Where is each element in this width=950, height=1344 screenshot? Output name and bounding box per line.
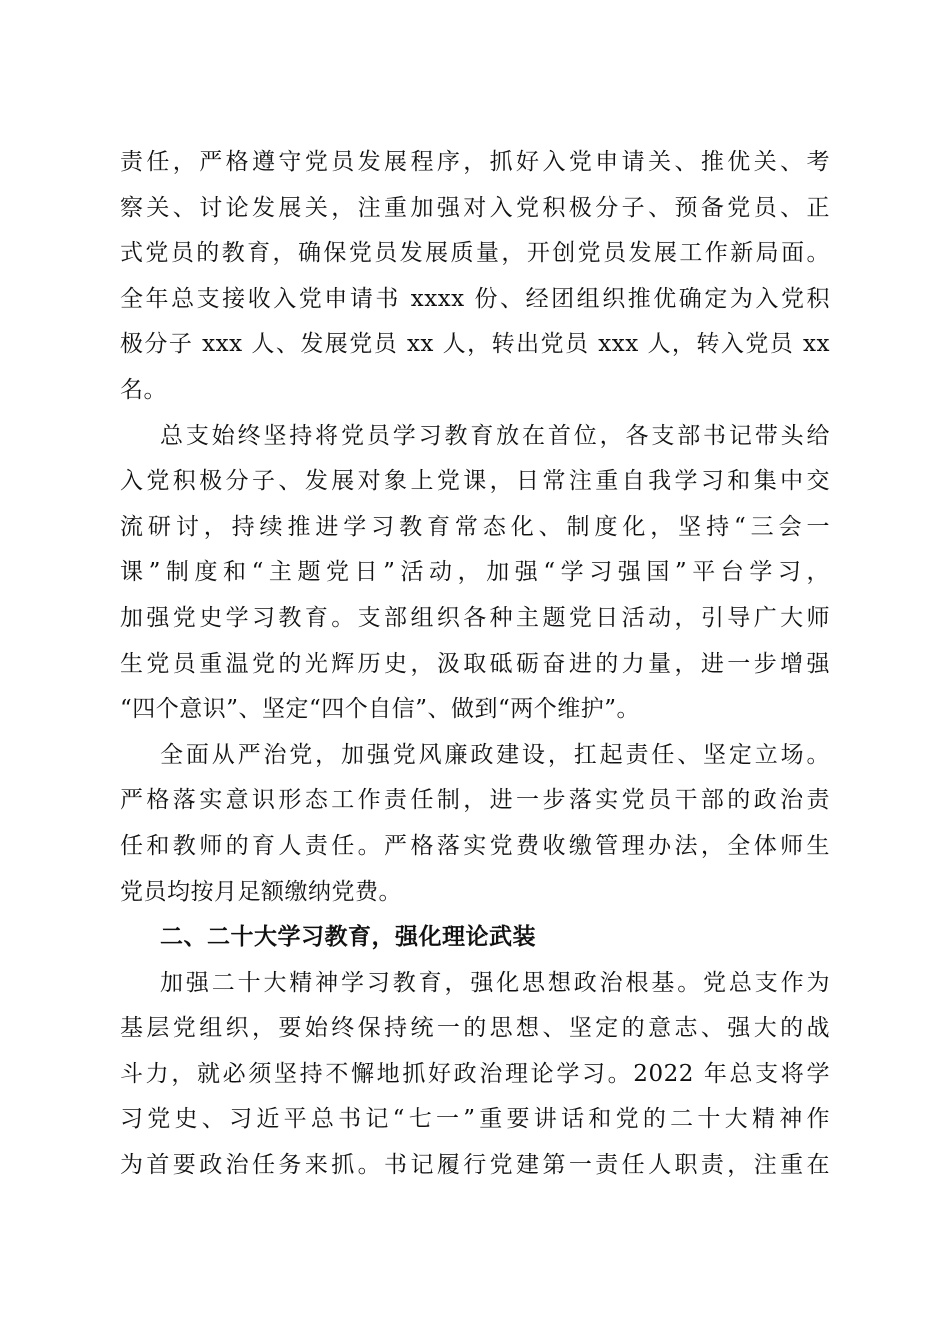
text-line: 基层党组织，要始终保持统一的思想、坚定的意志、强大的战	[120, 1015, 830, 1042]
text-line: 流研讨，持续推进学习教育常态化、制度化，坚持“三会一	[120, 513, 830, 540]
paragraph-party-development	[120, 140, 830, 414]
document-body	[120, 140, 830, 1189]
text-line: 任和教师的育人责任。严格落实党费收缴管理办法，全体师生	[120, 832, 830, 859]
text-line: 察关、讨论发展关，注重加强对入党积极分子、预备党员、正	[120, 194, 830, 221]
text-line: 生党员重温党的光辉历史，汲取砥砺奋进的力量，进一步增强	[120, 650, 830, 677]
text-line: 严格落实意识形态工作责任制，进一步落实党员干部的政治责	[120, 787, 830, 814]
text-line: 入党积极分子、发展对象上党课，日常注重自我学习和集中交	[120, 468, 830, 495]
text-line: 课”制度和“主题党日”活动，加强“学习强国”平台学习，	[120, 559, 830, 586]
paragraph-strict-governance	[120, 733, 830, 915]
text-line: 党员均按月足额缴纳党费。	[120, 878, 402, 905]
text-line: 名。	[120, 376, 167, 403]
text-line: 全面从严治党，加强党风廉政建设，扛起责任、坚定立场。	[160, 741, 830, 768]
text-line: “四个意识”、坚定“四个自信”、做到“两个维护”。	[120, 696, 641, 723]
text-line: 为首要政治任务来抓。书记履行党建第一责任人职责，注重在	[120, 1152, 830, 1179]
paragraph-twentieth-congress	[120, 961, 830, 1189]
text-line: 习党史、习近平总书记“七一”重要讲话和党的二十大精神作	[120, 1106, 830, 1133]
text-line: 加强二十大精神学习教育，强化思想政治根基。党总支作为	[160, 969, 830, 996]
text-line: 极分子 xxx 人、发展党员 xx 人，转出党员 xxx 人，转入党员 xx	[120, 331, 830, 358]
text-line: 式党员的教育，确保党员发展质量，开创党员发展工作新局面。	[120, 240, 830, 267]
text-line: 责任，严格遵守党员发展程序，抓好入党申请关、推优关、考	[120, 149, 830, 175]
text-line: 斗力，就必须坚持不懈地抓好政治理论学习。2022 年总支将学	[120, 1060, 830, 1087]
text-line: 全年总支接收入党申请书 xxxx 份、经团组织推优确定为入党积	[120, 285, 830, 312]
text-line: 总支始终坚持将党员学习教育放在首位，各支部书记带头给	[160, 422, 830, 449]
text-line: 加强党史学习教育。支部组织各种主题党日活动，引导广大师	[120, 604, 830, 631]
paragraph-study-education	[120, 414, 830, 733]
section-heading: 二、二十大学习教育，强化理论武装	[160, 924, 536, 951]
